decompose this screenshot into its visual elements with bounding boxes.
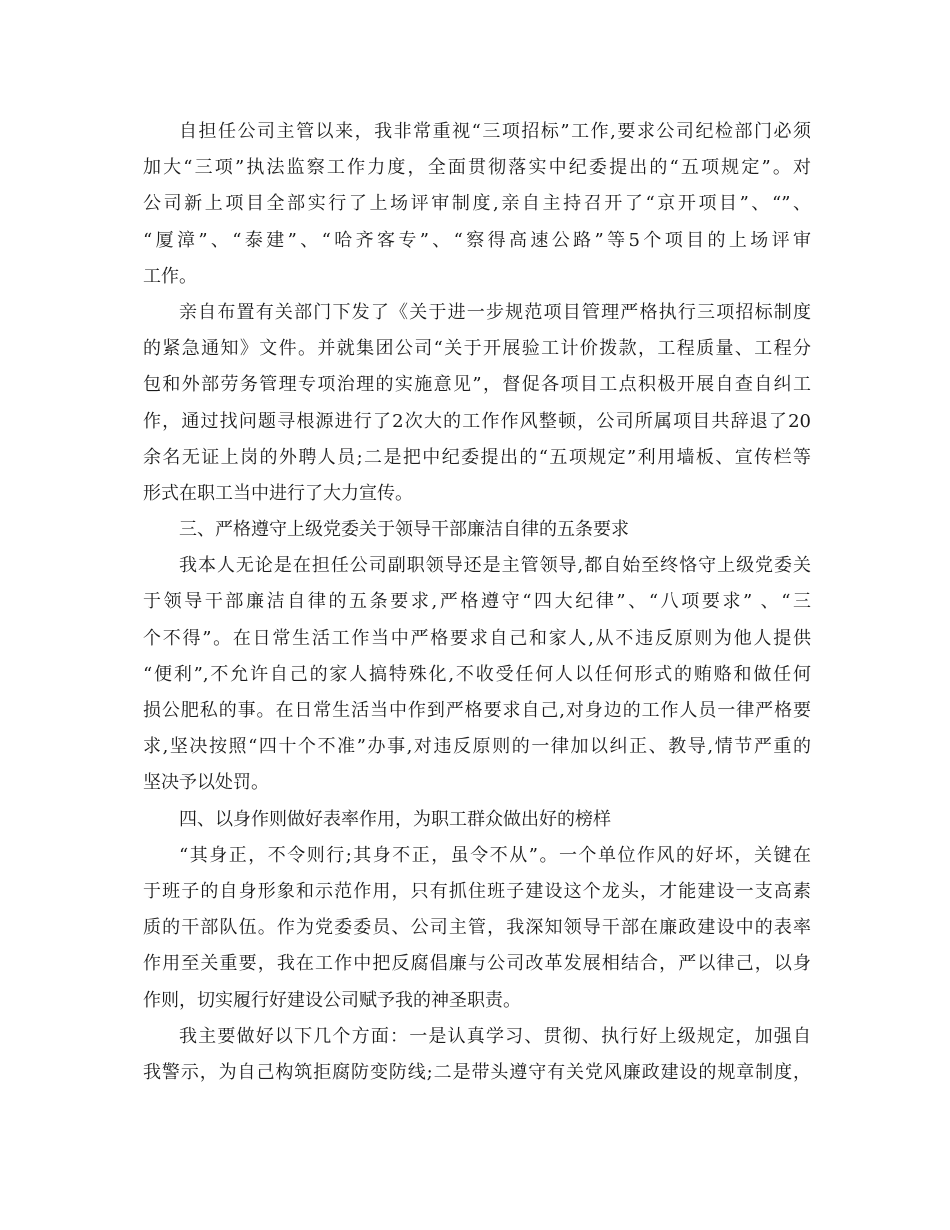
text-line: 质的干部队伍。作为党委委员、公司主管，我深知领导干部在廉政建设中的表率 <box>143 917 811 939</box>
paragraph <box>143 114 811 295</box>
text-line: 形式在职工当中进行了大力宣传。 <box>143 482 413 504</box>
heading-text: 四、以身作则做好表率作用，为职工群众做出好的榜样 <box>179 808 611 830</box>
text-line: 的紧急通知》文件。并就集团公司“关于开展验工计价拨款，工程质量、工程分 <box>143 338 811 360</box>
text-line: “其身正，不令则行;其身不正，虽令不从”。一个单位作风的好坏，关键在 <box>179 844 811 866</box>
text-line: “便利”,不允许自己的家人搞特殊化,不收受任何人以任何形式的贿赂和做任何 <box>143 663 811 685</box>
text-line: 我本人无论是在担任公司副职领导还是主管领导,都自始至终恪守上级党委关 <box>179 555 811 577</box>
text-line: 亲自布置有关部门下发了《关于进一步规范项目管理严格执行三项招标制度 <box>179 301 811 323</box>
text-line: 加大“三项”执法监察工作力度，全面贯彻落实中纪委提出的“五项规定”。对 <box>143 157 811 179</box>
text-line: “厦漳”、“泰建”、“哈齐客专”、“察得高速公路”等5个项目的上场评审 <box>143 229 811 251</box>
section-heading <box>143 512 811 548</box>
text-line: 自担任公司主管以来，我非常重视“三项招标”工作,要求公司纪检部门必须 <box>179 121 811 142</box>
paragraph <box>143 548 811 801</box>
document-body <box>143 114 811 1091</box>
text-line: 个不得”。在日常生活工作当中严格要求自己和家人,从不违反原则为他人提供 <box>143 627 811 649</box>
text-line: 作用至关重要，我在工作中把反腐倡廉与公司改革发展相结合，严以律己，以身 <box>143 953 811 975</box>
text-line: 作，通过找问题寻根源进行了2次大的工作作风整顿，公司所属项目共辞退了20 <box>143 410 811 432</box>
text-line: 求,坚决按照“四十个不准”办事,对违反原则的一律加以纠正、教导,情节严重的 <box>143 736 811 758</box>
heading-text: 三、严格遵守上级党委关于领导干部廉洁自律的五条要求 <box>179 519 629 541</box>
paragraph <box>143 1019 811 1091</box>
paragraph <box>143 295 811 512</box>
section-heading <box>143 802 811 838</box>
text-line: 我警示，为自己构筑拒腐防变防线;二是带头遵守有关党风廉政建设的规章制度， <box>143 1061 811 1083</box>
text-line: 公司新上项目全部实行了上场评审制度,亲自主持召开了“京开项目”、“”、 <box>143 193 811 215</box>
text-line: 坚决予以处罚。 <box>143 772 269 794</box>
paragraph <box>143 838 811 1019</box>
text-line: 于领导干部廉洁自律的五条要求,严格遵守“四大纪律”、“八项要求” 、“三 <box>143 591 811 613</box>
text-line: 工作。 <box>143 265 197 287</box>
text-line: 包和外部劳务管理专项治理的实施意见”，督促各项目工点积极开展自查自纠工 <box>143 374 811 396</box>
text-line: 余名无证上岗的外聘人员;二是把中纪委提出的“五项规定”利用墙板、宣传栏等 <box>143 446 811 468</box>
text-line: 于班子的自身形象和示范作用，只有抓住班子建设这个龙头，才能建设一支高素 <box>143 880 811 902</box>
text-line: 我主要做好以下几个方面：一是认真学习、贯彻、执行好上级规定，加强自 <box>179 1025 811 1047</box>
text-line: 作则，切实履行好建设公司赋予我的神圣职责。 <box>143 989 521 1011</box>
text-line: 损公肥私的事。在日常生活当中作到严格要求自己,对身边的工作人员一律严格要 <box>143 700 811 721</box>
